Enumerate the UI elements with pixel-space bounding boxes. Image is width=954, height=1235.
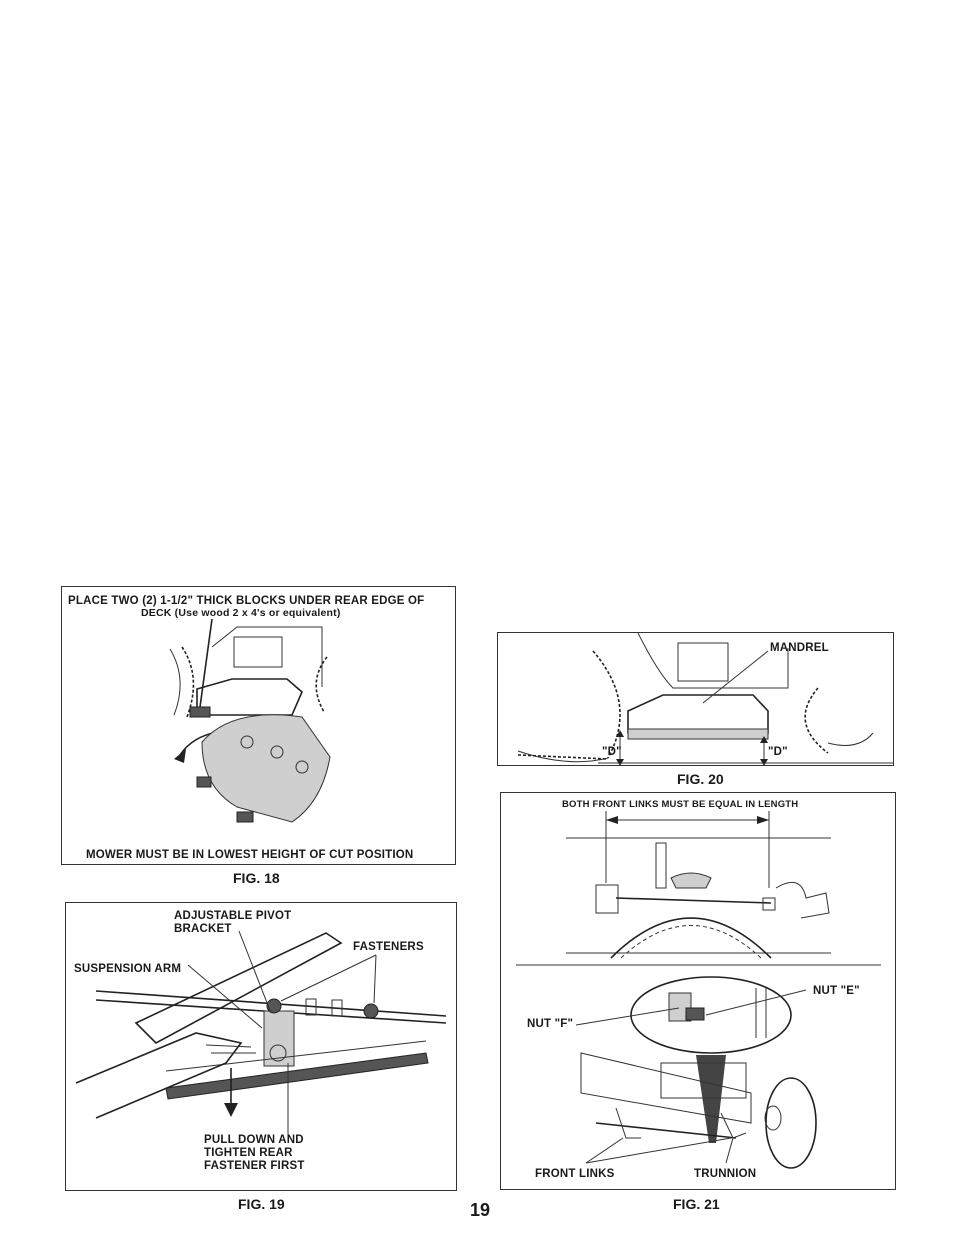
fig20-panel [497, 632, 894, 766]
fig21-label-nut-e: NUT "E" [813, 985, 860, 997]
fig19-label-pull-3: FASTENER FIRST [204, 1160, 305, 1172]
page-number: 19 [470, 1200, 491, 1220]
fig19-label-arm: SUSPENSION ARM [74, 963, 182, 975]
fig21-label-equal: BOTH FRONT LINKS MUST BE EQUAL IN LENGTH [562, 799, 799, 810]
fig21-label-trunnion: TRUNNION [694, 1168, 757, 1180]
fig20-label-mandrel: MANDREL [770, 642, 829, 654]
fig18-bottom-note: MOWER MUST BE IN LOWEST HEIGHT OF CUT POSITION [86, 849, 414, 861]
fig19-label-pull-2: TIGHTEN REAR [204, 1147, 293, 1159]
fig20-label-d-left: "D" [602, 746, 622, 758]
fig19-label-bracket-1: ADJUSTABLE PIVOT [174, 910, 292, 922]
fig19-label-bracket-2: BRACKET [174, 923, 232, 935]
fig21-label-nut-f: NUT "F" [527, 1018, 574, 1030]
fig21-panel [500, 792, 896, 1190]
fig19-label-fasteners: FASTENERS [353, 941, 424, 953]
fig19-panel [65, 902, 457, 1191]
fig18-instruction-line1: PLACE TWO (2) 1-1/2" THICK BLOCKS UNDER REAR EDGE OF [68, 595, 425, 607]
fig18-panel [61, 586, 456, 865]
fig21-caption: FIG. 21 [673, 1196, 720, 1212]
fig20-caption: FIG. 20 [677, 771, 724, 787]
fig19-caption: FIG. 19 [238, 1196, 285, 1212]
fig18-caption: FIG. 18 [233, 870, 280, 886]
fig19-label-pull-1: PULL DOWN AND [204, 1134, 304, 1146]
fig18-illustration [62, 587, 455, 864]
fig21-label-front-links: FRONT LINKS [535, 1168, 615, 1180]
fig20-illustration [498, 633, 893, 765]
fig18-instruction-line2: DECK (Use wood 2 x 4's or equivalent) [141, 607, 341, 619]
fig20-label-d-right: "D" [768, 746, 788, 758]
